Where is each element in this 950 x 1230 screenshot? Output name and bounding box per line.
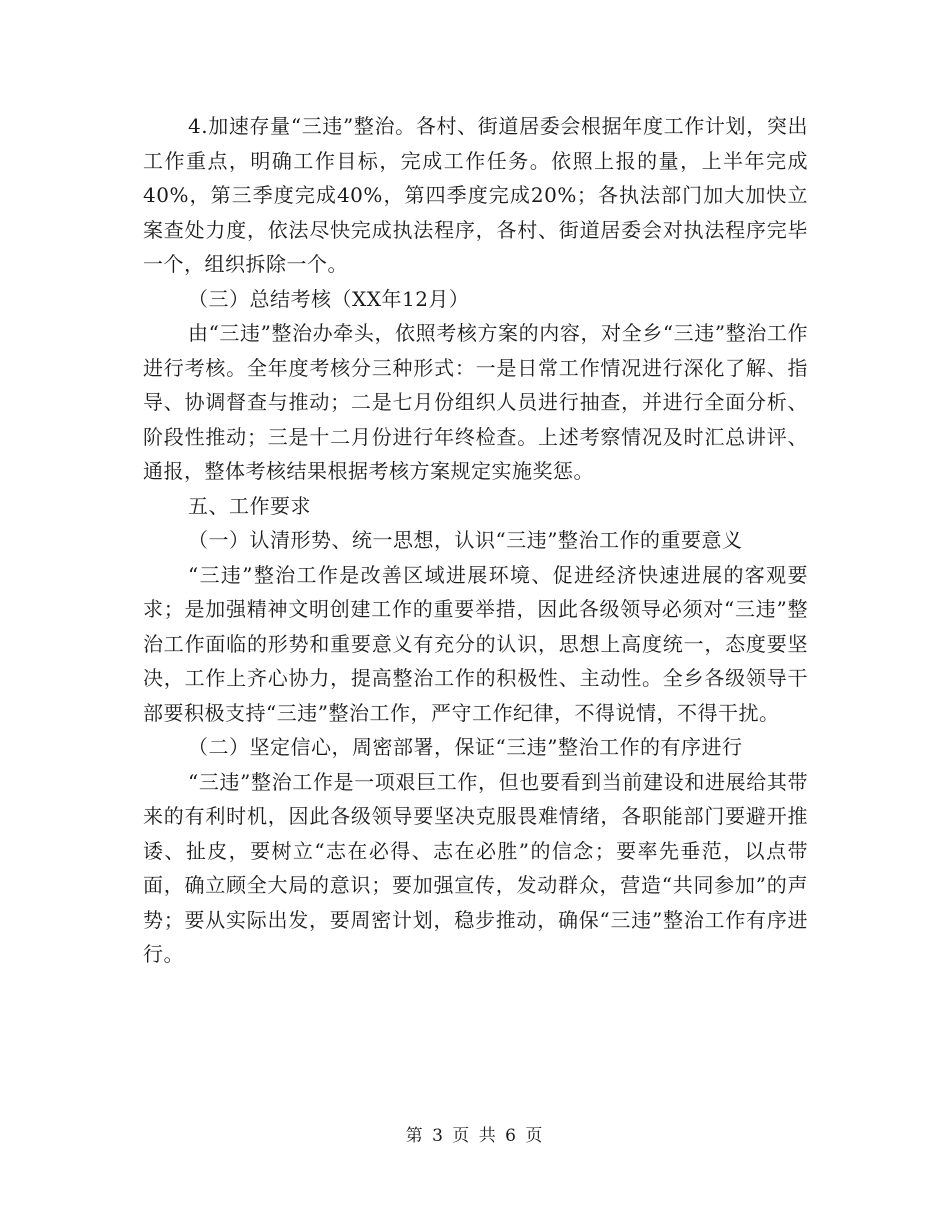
heading-firm-confidence: （二）坚定信心，周密部署，保证“三违”整治工作的有序进行 [188,735,743,759]
paragraph-assessment: 由“三违”整治办牵头，依照考核方案的内容，对全乡“三违”整治工作进行考核。全年度考核分三种形式：一是日常工作情况进行深化了解、指导、协调督查与推动；二是七月份组织人员进行抽查，并进行全面分析、阶段性推动；三是十二月份进行年终检查。上述考察情况及时汇总讲评、通报，整体考核结果根据考核方案规定实施奖惩。 [143,321,808,483]
heading-summary-assessment: （三）总结考核（XX年12月） [188,286,470,311]
document-body [143,109,808,972]
paragraph-stock-rectification: 4.加速存量“三违”整治。各村、街道居委会根据年度工作计划，突出工作重点，明确工作目标，完成工作任务。依照上报的量，上半年完成40%，第三季度完成40%，第四季度完成20%；各执法部门加大加快立案查处力度，依法尽快完成执法程序，各村、街道居委会对执法程序完毕一个，组织拆除一个。 [143,114,808,276]
heading-work-requirements: 五、工作要求 [188,493,311,518]
heading-recognize-situation: （一）认清形势、统一思想，认识“三违”整治工作的重要意义 [188,528,743,552]
paragraph-recognize-situation: “三违”整治工作是改善区域进展环境、促进经济快速进展的客观要求；是加强精神文明创建工作的重要举措，因此各级领导必须对“三违”整治工作面临的形势和重要意义有充分的认识，思想上高度统一，态度要坚决，工作上齐心协力，提高整治工作的积极性、主动性。全乡各级领导干部要积极支持“三违”整治工作，严守工作纪律，不得说情，不得干扰。 [143,562,808,725]
page-footer: 第 3 页 共 6 页 [405,1126,545,1146]
paragraph-firm-confidence: “三违”整治工作是一项艰巨工作，但也要看到当前建设和进展给其带来的有利时机，因此各级领导要坚决克服畏难情绪，各职能部门要避开推诿、扯皮，要树立“志在必得、志在必胜”的信念；要率先垂范，以点带面，确立顾全大局的意识；要加强宣传，发动群众，营造“共同参加”的声势；要从实际出发，要周密计划，稳步推动，确保“三违”整治工作有序进行。 [143,769,808,966]
